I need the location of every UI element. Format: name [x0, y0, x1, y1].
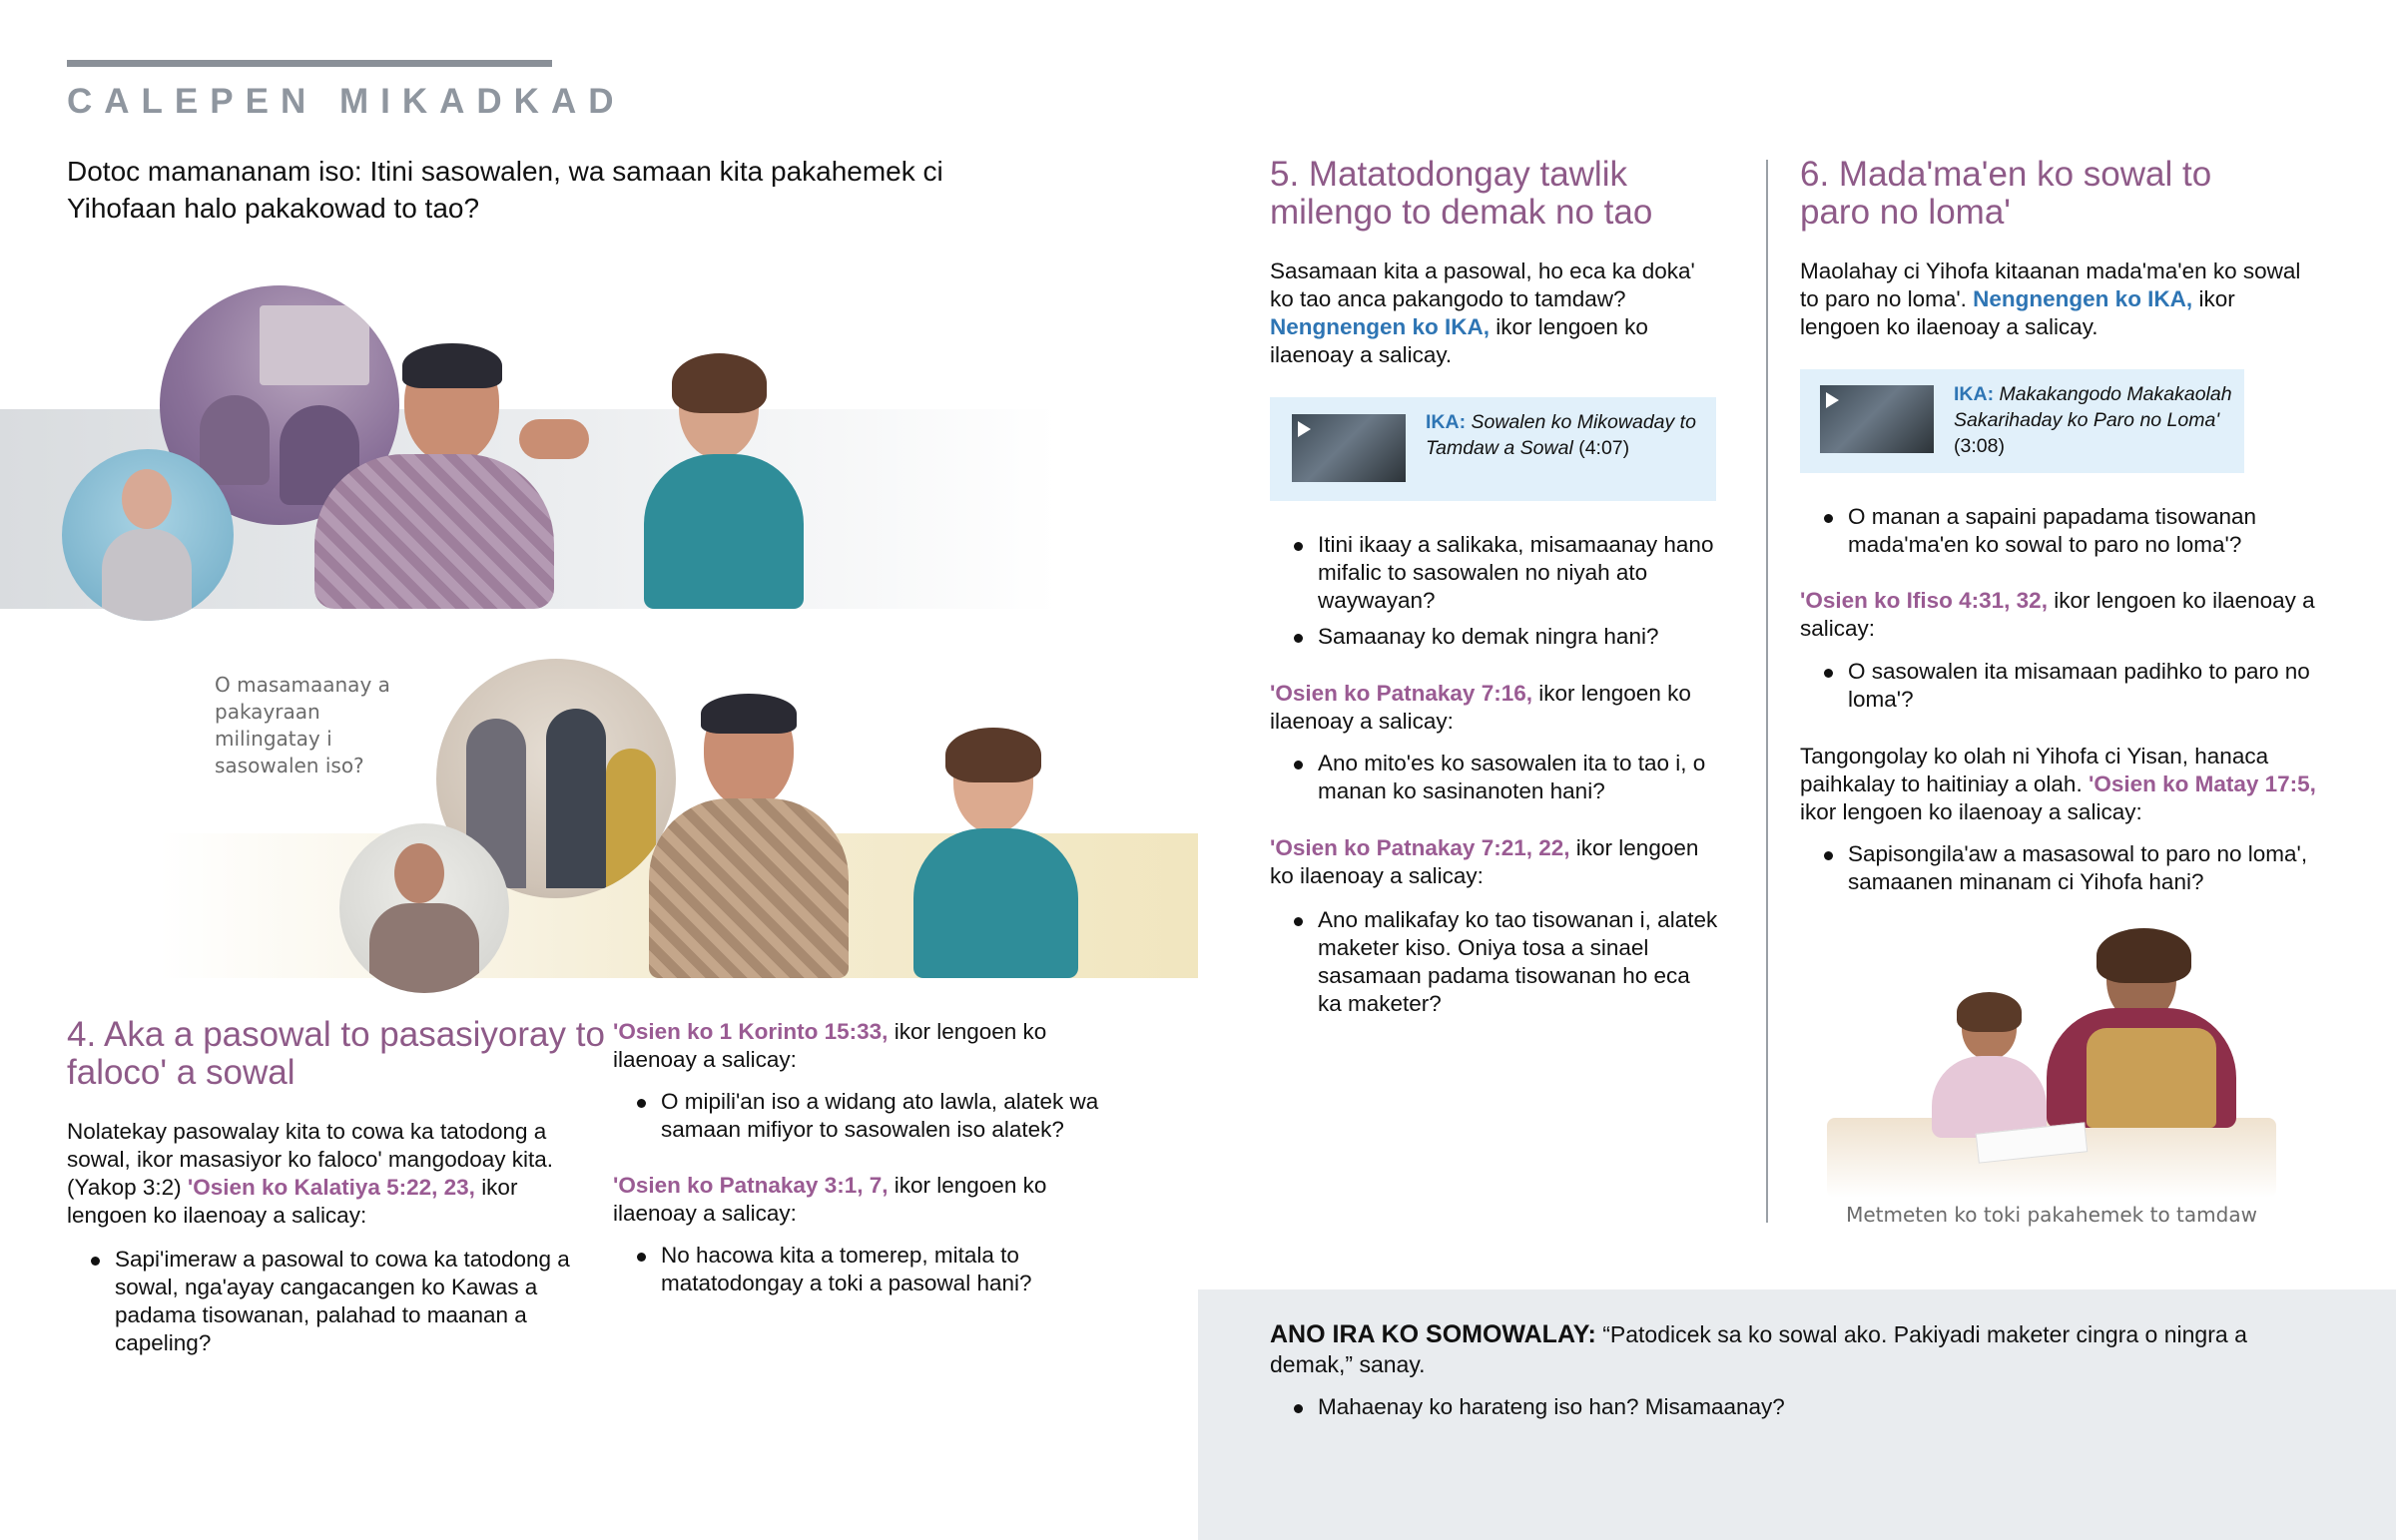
ika-link[interactable]: Nengnengen ko IKA, — [1973, 286, 2193, 311]
section5-list-1 — [1270, 531, 1719, 651]
section4-title: 4. Aka a pasowal to pasasiyoray to faloco' a sowal — [67, 1015, 605, 1092]
video-caption: IKA: Sowalen ko Mikowaday to Tamdaw a Sowal (4:07) — [1426, 411, 1696, 459]
scripture-ref-galatians[interactable]: 'Osien ko Kalatiya 5:22, 23, — [187, 1175, 475, 1200]
discussion-quote: ANO IRA KO SOMOWALAY: “Patodicek sa ko sowal ako. Pakiyadi maketer cingra o ningra a demak,” sanay. — [1270, 1320, 2247, 1377]
play-icon — [1298, 421, 1311, 437]
section6-paragraph: Maolahay ci Yihofa kitaanan mada'ma'en ko sowal to paro no loma'. Nengnengen ko IKA, ikor lengoen ko ilaenoay a salicay. — [1800, 258, 2301, 339]
section5-ref2-line: 'Osien ko Patnakay 7:21, 22, ikor lengoen ko ilaenoay a salicay: — [1270, 835, 1699, 888]
section5-paragraph: Sasamaan kita a pasowal, ho eca ka doka' ko tao anca pakangodo to tamdaw? Nengnengen ko IKA, ikor lengoen ko ilaenoay a salicay. — [1270, 258, 1695, 367]
list-item: Mahaenay ko harateng iso han? Misamaanay? — [1270, 1393, 2298, 1421]
scripture-ref-1corinthians[interactable]: 'Osien ko 1 Korinto 15:33, — [613, 1019, 889, 1044]
section4-ref2-line: 'Osien ko 1 Korinto 15:33, ikor lengoen ko ilaenoay a salicay: — [613, 1019, 1047, 1072]
memory-circle-reading — [339, 823, 509, 993]
video-thumbnail[interactable] — [1292, 414, 1406, 482]
man-talking-kindly — [649, 699, 849, 978]
woman-listening — [644, 359, 804, 609]
section6-ref1-line: 'Osien ko Ifiso 4:31, 32, ikor lengoen ko ilaenoay a salicay: — [1800, 588, 2315, 641]
discussion-label: ANO IRA KO SOMOWALAY: — [1270, 1320, 1596, 1348]
section5-ref1-line: 'Osien ko Patnakay 7:16, ikor lengoen ko ilaenoay a salicay: — [1270, 681, 1691, 734]
list-item: Ano malikafay ko tao tisowanan i, alatek maketer kiso. Oniya tosa a sinael sasamaan padama tisowanan ho eca ka maketer? — [1270, 906, 1719, 1018]
header-rule — [67, 60, 552, 67]
section6-list-3 — [1800, 840, 2319, 896]
woman-smiling — [913, 734, 1078, 978]
video-card-6[interactable] — [1800, 369, 2244, 473]
intro-question: Dotoc mamananam iso: Itini sasowalen, wa samaan kita pakahemek ci Yihofaan halo pakakowad to tao? — [67, 156, 943, 224]
list-item: O mipili'an iso a widang ato lawla, alatek wa samaan mifiyor to sasowalen iso alatek? — [613, 1088, 1132, 1144]
section-kicker: CALEPEN MIKADKAD — [67, 82, 626, 121]
section6-list-1 — [1800, 503, 2319, 559]
section6-title: 6. Mada'ma'en ko sowal to paro no loma' — [1800, 155, 2212, 232]
section4-paragraph: Nolatekay pasowalay kita to cowa ka tatodong a sowal, ikor masasiyor ko faloco' mangodoay kita. (Yakop 3:2) 'Osien ko Kalatiya 5:22, 23, ikor lengoen ko ilaenoay a salicay: — [67, 1119, 554, 1228]
section6-paragraph-2: Tangongolay ko olah ni Yihofa ci Yisan, hanaca paihkalay to haitiniay a olah. 'Osien ko Matay 17:5, ikor lengoen ko ilaenoay a salicay: — [1800, 744, 2316, 824]
list-item: Itini ikaay a salikaka, misamaanay hano mifalic to sasowalen no niyah ato waywayan? — [1270, 531, 1719, 615]
section5-list-2 — [1270, 750, 1719, 805]
scripture-ref-proverbs-7-21[interactable]: 'Osien ko Patnakay 7:21, 22, — [1270, 835, 1570, 860]
discussion-list — [1270, 1393, 2298, 1421]
section4-list-2 — [613, 1088, 1132, 1144]
list-item: No hacowa kita a tomerep, mitala to matatodongay a toki a pasowal hani? — [613, 1242, 1132, 1297]
video-card-5[interactable] — [1270, 397, 1716, 501]
section5-title: 5. Matatodongay tawlik milengo to demak no tao — [1270, 155, 1653, 232]
caption-top: O masamaanay a pakayraan milingatay i sasowalen iso? — [215, 673, 390, 777]
ika-link[interactable]: Nengnengen ko IKA, — [1270, 314, 1491, 339]
list-item: Ano mito'es ko sasowalen ita to tao i, o manan ko sasinanoten hani? — [1270, 750, 1719, 805]
play-icon — [1826, 392, 1839, 408]
video-caption: IKA: Makakangodo Makakaolah Sakarihaday ko Paro no Loma' (3:08) — [1954, 383, 2232, 457]
section5-list-3 — [1270, 906, 1719, 1018]
mother — [2027, 928, 2226, 1128]
memory-circle-headphones — [62, 449, 234, 621]
scripture-ref-proverbs[interactable]: 'Osien ko Patnakay 3:1, 7, — [613, 1173, 889, 1198]
column-divider — [1766, 160, 1768, 1223]
section4-list-1 — [67, 1246, 586, 1357]
illustration-kind-talk — [160, 654, 1198, 978]
illustration-mother-child — [1827, 928, 2276, 1198]
caption-bottom: Metmeten ko toki pakahemek to tamdaw — [1846, 1203, 2257, 1227]
list-item: Samaanay ko demak ningra hani? — [1270, 623, 1719, 651]
illustration-argument — [0, 279, 1058, 609]
list-item: O sasowalen ita misamaan padihko to paro no loma'? — [1800, 658, 2319, 714]
video-thumbnail[interactable] — [1820, 385, 1934, 453]
child — [1917, 998, 2057, 1138]
section4-list-3 — [613, 1242, 1132, 1297]
section6-list-2 — [1800, 658, 2319, 714]
scripture-ref-proverbs-7-16[interactable]: 'Osien ko Patnakay 7:16, — [1270, 681, 1532, 706]
list-item: O manan a sapaini papadama tisowanan mada'ma'en ko sowal to paro no loma'? — [1800, 503, 2319, 559]
scripture-ref-ephesians[interactable]: 'Osien ko Ifiso 4:31, 32, — [1800, 588, 2048, 613]
scripture-ref-matthew[interactable]: 'Osien ko Matay 17:5, — [2088, 771, 2316, 796]
man-arguing — [304, 349, 554, 609]
list-item: Sapi'imeraw a pasowal to cowa ka tatodong a sowal, nga'ayay cangacangen ko Kawas a padama tisowanan, palahad to maanan a capeling? — [67, 1246, 586, 1357]
section4-ref3-line: 'Osien ko Patnakay 3:1, 7, ikor lengoen ko ilaenoay a salicay: — [613, 1173, 1047, 1226]
list-item: Sapisongila'aw a masasowal to paro no loma', samaanen minanam ci Yihofa hani? — [1800, 840, 2319, 896]
